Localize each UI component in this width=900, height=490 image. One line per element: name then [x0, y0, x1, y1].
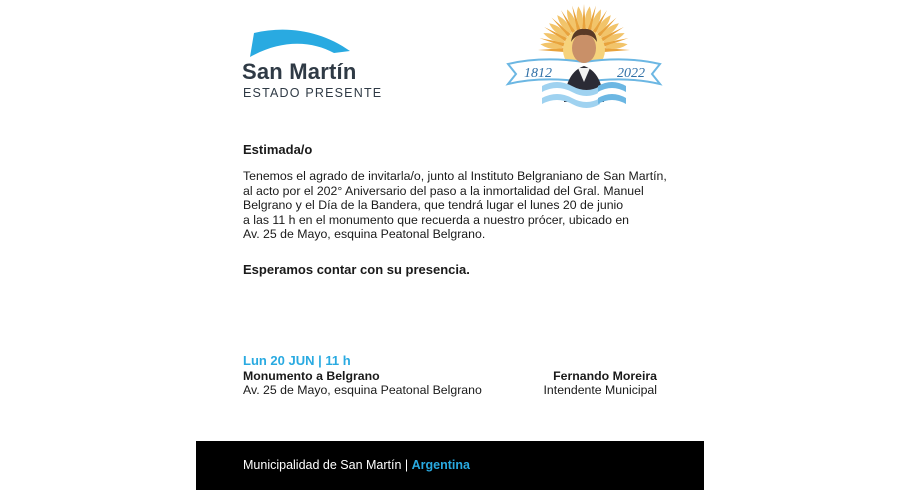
invitation-body: [243, 169, 673, 242]
body-line: a las 11 h en el monumento que recuerda a nuestro prócer, ubicado en: [243, 212, 630, 227]
belgrano-emblem: [502, 2, 664, 120]
emblem-year-left: 1812: [524, 66, 552, 81]
body-line: Av. 25 de Mayo, esquina Peatonal Belgrano.: [243, 227, 486, 242]
body-line: Belgrano y el Día de la Bandera, que tendrá lugar el lunes 20 de junio: [243, 198, 624, 213]
body-line: Tenemos el agrado de invitarla/o, junto al Instituto Belgraniano de San Martín,: [243, 169, 667, 183]
logo-arc-icon: [242, 27, 352, 59]
emblem-year-right: 2022: [617, 66, 645, 81]
signer-role: Intendente Municipal: [543, 383, 657, 397]
logo-name: San Martín: [242, 59, 357, 84]
sun-portrait-icon: [502, 2, 664, 120]
event-date: Lun 20 JUN | 11 h: [243, 353, 351, 368]
event-place-title: Monumento a Belgrano: [243, 369, 380, 383]
footer-bar: [196, 441, 704, 490]
closing-line: Esperamos contar con su presencia.: [243, 262, 470, 277]
body-line: al acto por el 202° Aniversario del paso a la inmortalidad del Gral. Manuel: [243, 183, 644, 198]
footer-country: Argentina: [411, 458, 470, 472]
footer-org: Municipalidad de San Martín: [243, 458, 402, 472]
san-martin-logo: [242, 27, 383, 102]
footer-text: [243, 458, 470, 472]
footer-separator: |: [404, 458, 409, 472]
salutation: Estimada/o: [243, 142, 313, 157]
logo-tagline: ESTADO PRESENTE: [243, 86, 383, 100]
signer-name: Fernando Moreira: [553, 369, 657, 383]
event-place-address: Av. 25 de Mayo, esquina Peatonal Belgrano: [243, 383, 482, 397]
